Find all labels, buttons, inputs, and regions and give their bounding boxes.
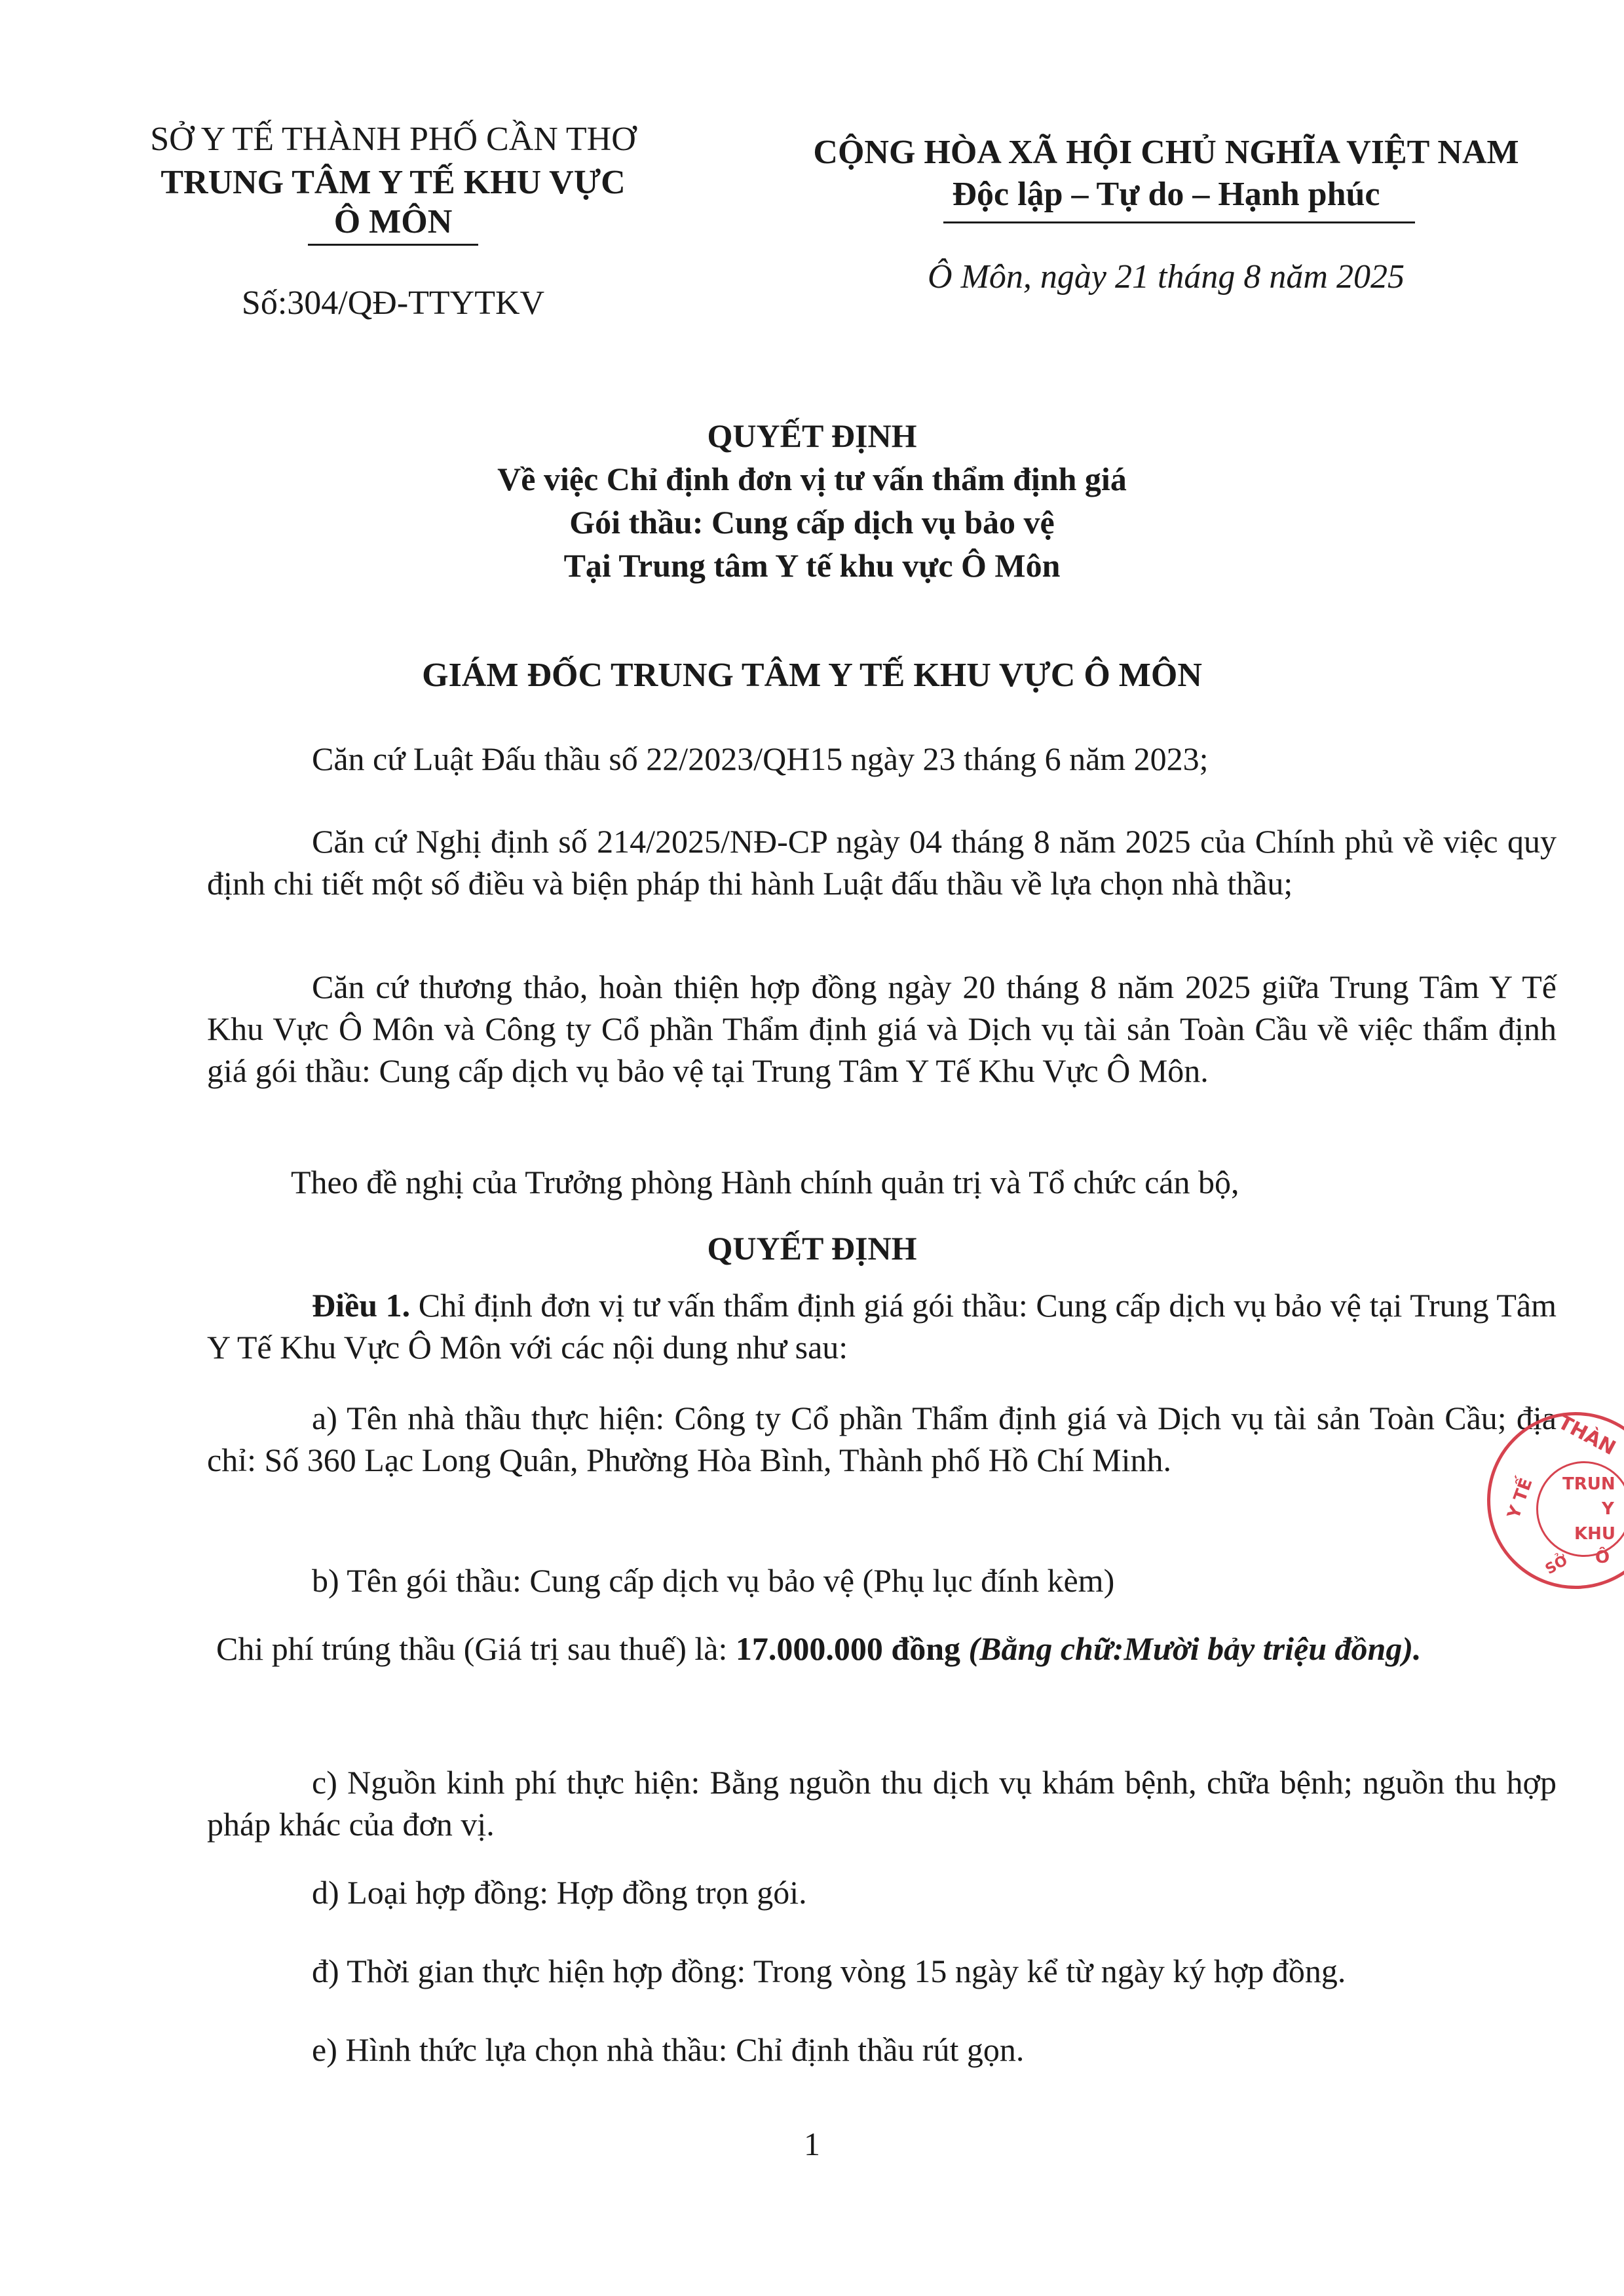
proposal-line: Theo đề nghị của Trưởng phòng Hành chính quản trị và Tổ chức cán bộ, [291, 1164, 1239, 1200]
item-e: e) Hình thức lựa chọn nhà thầu: Chỉ định thầu rút gọn. [312, 2031, 1025, 2068]
stamp-text-center-2: Y [1602, 1499, 1614, 1519]
issuing-authority: GIÁM ĐỐC TRUNG TÂM Y TẾ KHU VỰC Ô MÔN [422, 657, 1202, 694]
stamp-text-left: Y TẾ [1503, 1476, 1537, 1521]
title-package: Gói thầu: Cung cấp dịch vụ bảo vệ [569, 504, 1055, 541]
agency-name-line2: Ô MÔN [333, 203, 453, 240]
national-motto: Độc lập – Tự do – Hạnh phúc [952, 176, 1380, 213]
stamp-text-center-4: Ô [1595, 1548, 1610, 1567]
basis-2: Căn cứ Nghị định số 214/2025/NĐ-CP ngày 04 tháng 8 năm 2025 của Chính phủ về việc quy định chi tiết một số điều và biện pháp thi hành Luật đấu thầu về lựa chọn nhà thầu; [207, 823, 1557, 902]
article-1-label: Điều 1. [312, 1287, 411, 1324]
agency-underline [308, 244, 478, 246]
cost-prefix: Chi phí trúng thầu (Giá trị sau thuế) là: [216, 1630, 736, 1667]
basis-1: Căn cứ Luật Đấu thầu số 22/2023/QH15 ngày 23 tháng 6 năm 2023; [312, 740, 1209, 777]
item-a: a) Tên nhà thầu thực hiện: Công ty Cổ phần Thẩm định giá và Dịch vụ tài sản Toàn Cầu; địa chỉ: Số 360 Lạc Long Quân, Phường Hòa Bình, Thành phố Hồ Chí Minh. [207, 1400, 1557, 1478]
motto-underline [943, 221, 1415, 223]
cost-in-words: (Bằng chữ:Mười bảy triệu đồng). [960, 1630, 1422, 1667]
document-title: QUYẾT ĐỊNH [707, 417, 917, 454]
item-d: d) Loại hợp đồng: Hợp đồng trọn gói. [312, 1874, 807, 1911]
item-dd: đ) Thời gian thực hiện hợp đồng: Trong vòng 15 ngày kể từ ngày ký hợp đồng. [312, 1953, 1346, 1989]
document-number: Số:304/QĐ-TTYTKV [241, 284, 545, 322]
stamp-text-center-1: TRUN [1562, 1474, 1615, 1494]
stamp-text-center-3: KHU [1574, 1524, 1616, 1544]
title-subject: Về việc Chỉ định đơn vị tư vấn thẩm định giá [497, 461, 1127, 497]
national-title: CỘNG HÒA XÃ HỘI CHỦ NGHĨA VIỆT NAM [813, 134, 1519, 171]
agency-name: TRUNG TÂM Y TẾ KHU VỰC [161, 164, 626, 201]
agency-parent: SỞ Y TẾ THÀNH PHỐ CẦN THƠ [150, 121, 636, 158]
article-1-text: Chỉ định đơn vị tư vấn thẩm định giá gói thầu: Cung cấp dịch vụ bảo vệ tại Trung Tâm Y Tế Khu Vực Ô Môn với các nội dung như sau: [207, 1287, 1557, 1366]
document-date: Ô Môn, ngày 21 tháng 8 năm 2025 [928, 258, 1405, 296]
article-1 [207, 1284, 1557, 1368]
item-c: c) Nguồn kinh phí thực hiện: Bằng nguồn thu dịch vụ khám bệnh, chữa bệnh; nguồn thu hợp pháp khác của đơn vị. [207, 1764, 1557, 1843]
page-number: 1 [804, 2126, 820, 2162]
basis-3: Căn cứ thương thảo, hoàn thiện hợp đồng ngày 20 tháng 8 năm 2025 giữa Trung Tâm Y Tế Khu Vực Ô Môn và Công ty Cổ phần Thẩm định giá và Dịch vụ tài sản Toàn Cầu về việc thẩm định giá gói thầu: Cung cấp dịch vụ bảo vệ tại Trung Tâm Y Tế Khu Vực Ô Môn. [207, 968, 1557, 1089]
item-b: b) Tên gói thầu: Cung cấp dịch vụ bảo vệ (Phụ lục đính kèm) [312, 1562, 1115, 1599]
cost-amount: 17.000.000 đồng [735, 1630, 961, 1667]
winning-cost [216, 1628, 1546, 1670]
stamp-text-top: THÀN [1554, 1411, 1619, 1461]
title-location: Tại Trung tâm Y tế khu vực Ô Môn [563, 547, 1061, 584]
stamp-text-bottom: SỞ [1542, 1552, 1571, 1578]
decision-heading: QUYẾT ĐỊNH [707, 1230, 917, 1267]
